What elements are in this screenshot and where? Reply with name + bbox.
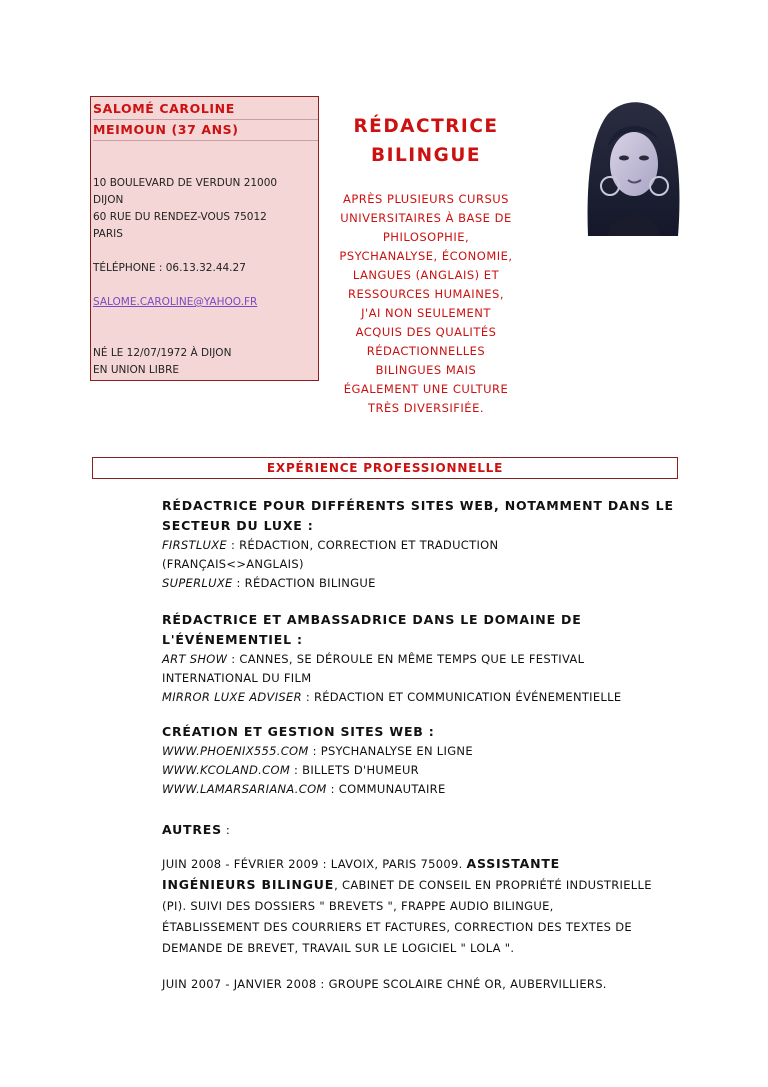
marital-status: EN UNION LIBRE (93, 364, 179, 376)
summary-line: RESSOURCES HUMAINES, (347, 287, 505, 301)
job-title (318, 112, 534, 170)
experience-item: FIRSTLUXE : RÉDACTION, CORRECTION ET TRADUCTION (162, 538, 499, 552)
name-line-1: SALOMÉ CAROLINE (93, 99, 318, 120)
title-column (318, 112, 534, 418)
experience-title: RÉDACTRICE ET AMBASSADRICE DANS LE DOMAINE DE L'ÉVÉNEMENTIEL : (162, 612, 582, 647)
summary-line: ACQUIS DES QUALITÉS (355, 325, 497, 339)
phone: TÉLÉPHONE : 06.13.32.44.27 (93, 262, 246, 274)
summary-line: ÉGALEMENT UNE CULTURE (343, 382, 509, 396)
name-line-2: MEIMOUN (37 ANS) (93, 120, 318, 141)
summary-line: TRÈS DIVERSIFIÉE. (368, 401, 484, 415)
portrait-image (578, 96, 686, 236)
experience-title: RÉDACTRICE POUR DIFFÉRENTS SITES WEB, NOTAMMENT DANS LE SECTEUR DU LUXE : (162, 498, 674, 533)
address-1-line-1: 10 BOULEVARD DE VERDUN 21000 (93, 177, 278, 189)
job-title-line-1: RÉDACTRICE (353, 116, 499, 137)
contact-details (93, 175, 318, 379)
section-header-experience: EXPÉRIENCE PROFESSIONNELLE (92, 457, 678, 479)
address-2-line-2: PARIS (93, 228, 123, 240)
experience-item: ART SHOW : CANNES, SE DÉROULE EN MÊME TEMPS QUE LE FESTIVAL (162, 652, 585, 666)
site-name: FIRSTLUXE (162, 538, 227, 552)
event-name: MIRROR LUXE ADVISER (162, 690, 302, 704)
experience-item-cont: (FRANÇAIS<>ANGLAIS) (162, 557, 304, 571)
website-link[interactable]: WWW.LAMARSARIANA.COM (162, 782, 327, 796)
website-item: WWW.KCOLAND.COM : BILLETS D'HUMEUR (162, 763, 419, 777)
experience-block-websites (162, 722, 692, 799)
experience-block-luxury (162, 496, 692, 593)
profile-photo (578, 96, 686, 236)
summary-line: BILINGUES MAIS (375, 363, 477, 377)
summary-line: PSYCHANALYSE, ÉCONOMIE, (339, 249, 513, 263)
experience-title: CRÉATION ET GESTION SITES WEB : (162, 724, 435, 739)
website-item: WWW.PHOENIX555.COM : PSYCHANALYSE EN LIGNE (162, 744, 473, 758)
email-link[interactable]: SALOME.CAROLINE@YAHOO.FR (93, 296, 258, 308)
experience-item-cont: INTERNATIONAL DU FILM (162, 671, 312, 685)
website-link[interactable]: WWW.KCOLAND.COM (162, 763, 291, 777)
birth-info: NÉ LE 12/07/1972 À DIJON (93, 347, 232, 359)
contact-box (90, 96, 319, 381)
experience-title: AUTRES : (162, 822, 231, 837)
address-1-line-2: DIJON (93, 194, 124, 206)
experience-item: MIRROR LUXE ADVISER : RÉDACTION ET COMMUNICATION ÉVÉNEMENTIELLE (162, 690, 622, 704)
site-name: SUPERLUXE (162, 576, 233, 590)
event-name: ART SHOW (162, 652, 228, 666)
job-title-line-2: BILINGUE (371, 145, 481, 166)
summary-line: APRÈS PLUSIEURS CURSUS (343, 192, 509, 206)
job-entry: JUIN 2008 - FÉVRIER 2009 : LAVOIX, PARIS 75009. ASSISTANTE INGÉNIEURS BILINGUE, CABINET DE CONSEIL EN PROPRIÉTÉ INDUSTRIELLE (PI). SUIVI DES DOSSIERS " BREVETS ", FRAPPE AUDIO BILINGUE, ÉTABLISSEMENT DES COURRIERS ET FACTURES, CORRECTION DES TEXTES DE DEMANDE DE BREVET, TRAVAIL SUR LE LOGICIEL " LOLA ". (162, 856, 652, 955)
summary-line: UNIVERSITAIRES À BASE DE (340, 211, 512, 225)
summary-line: PHILOSOPHIE, (382, 230, 470, 244)
address-2-line-1: 60 RUE DU RENDEZ-VOUS 75012 (93, 211, 267, 223)
contact-name (93, 99, 318, 141)
summary-line: RÉDACTIONNELLES (366, 344, 486, 358)
website-link[interactable]: WWW.PHOENIX555.COM (162, 744, 309, 758)
experience-block-other (162, 820, 692, 994)
summary-line: LANGUES (ANGLAIS) ET (352, 268, 500, 282)
experience-block-events (162, 610, 692, 707)
experience-item: SUPERLUXE : RÉDACTION BILINGUE (162, 576, 376, 590)
profile-summary (318, 190, 534, 418)
job-entry: JUIN 2007 - JANVIER 2008 : GROUPE SCOLAIRE CHNÉ OR, AUBERVILLIERS. (162, 977, 607, 991)
website-item: WWW.LAMARSARIANA.COM : COMMUNAUTAIRE (162, 782, 446, 796)
summary-line: J'AI NON SEULEMENT (361, 306, 491, 320)
